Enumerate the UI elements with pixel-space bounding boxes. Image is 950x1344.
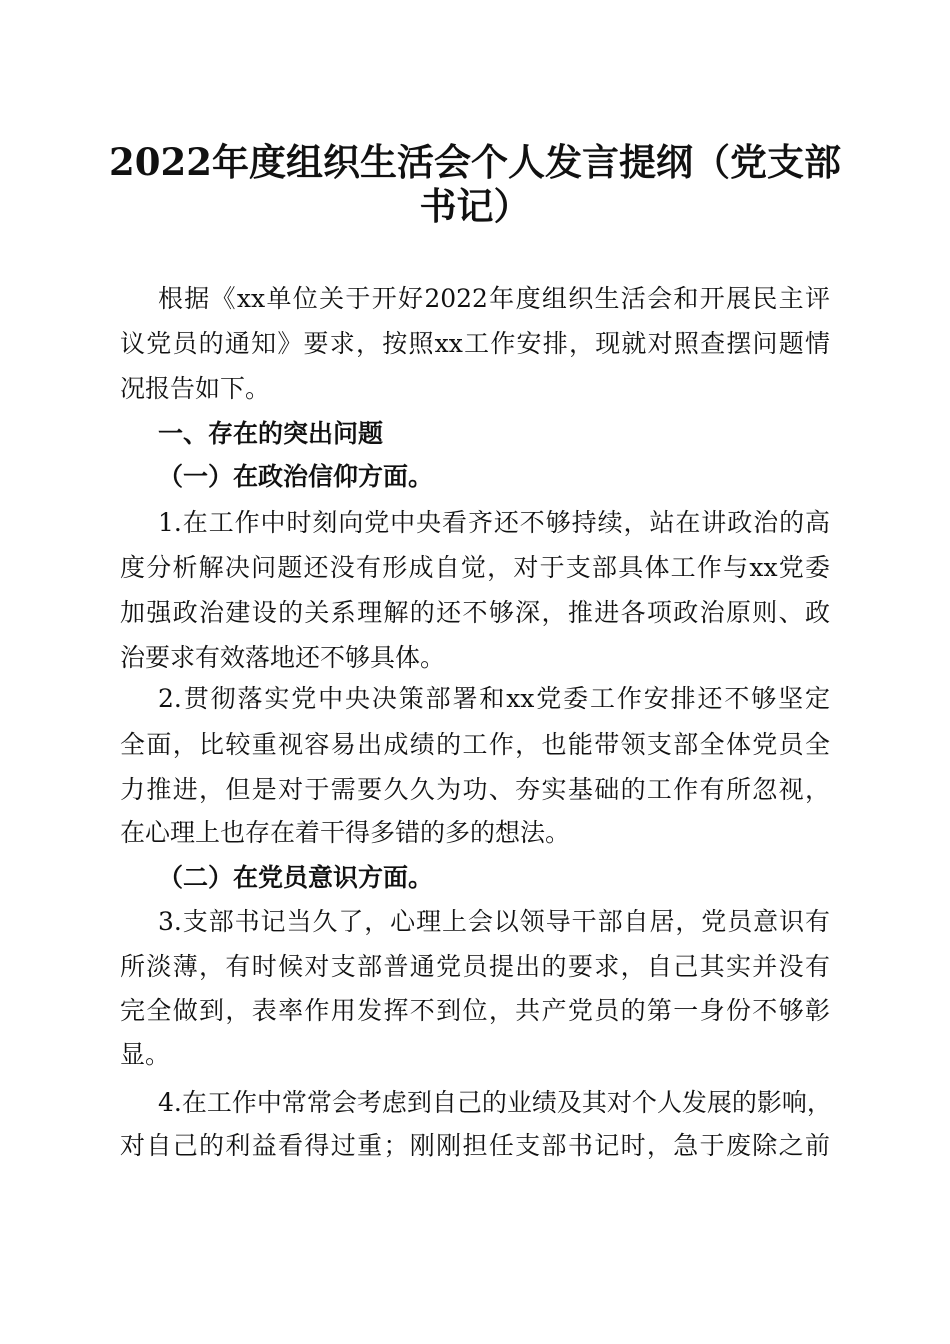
item-3-line-3: 完全做到，表率作用发挥不到位，共产党员的第一身份不够彰: [120, 996, 830, 1025]
intro-line-1: 根据《xx单位关于开好2022年度组织生活会和开展民主评: [158, 284, 830, 313]
intro-line-2: 议党员的通知》要求，按照xx工作安排，现就对照查摆问题情: [120, 329, 830, 358]
item-2-line-3: 力推进，但是对于需要久久为功、夯实基础的工作有所忽视，: [120, 775, 830, 804]
item-4-line-1: 4.在工作中常常会考虑到自己的业绩及其对个人发展的影响，: [158, 1088, 832, 1117]
item-2-line-4: 在心理上也存在着干得多错的多的想法。: [120, 818, 571, 847]
item-3-line-2: 所淡薄，有时候对支部普通党员提出的要求，自己其实并没有: [120, 952, 830, 981]
item-3-line-4: 显。: [120, 1040, 171, 1069]
document-title-line-1: 2022年度组织生活会个人发言提纲（党支部: [109, 140, 841, 184]
subsection-heading-2: （二）在党员意识方面。: [158, 863, 434, 892]
document-title-line-2: 书记）: [419, 184, 531, 228]
intro-line-3: 况报告如下。: [120, 374, 271, 403]
subsection-heading-1: （一）在政治信仰方面。: [158, 462, 434, 491]
item-4-line-2: 对自己的利益看得过重；刚刚担任支部书记时，急于废除之前: [120, 1131, 830, 1160]
item-2-line-2: 全面，比较重视容易出成绩的工作，也能带领支部全体党员全: [120, 730, 830, 759]
item-3-line-1: 3.支部书记当久了，心理上会以领导干部自居，党员意识有: [158, 907, 830, 936]
item-1-line-3: 加强政治建设的关系理解的还不够深，推进各项政治原则、政: [120, 598, 830, 627]
section-heading: 一、存在的突出问题: [158, 419, 384, 448]
item-1-line-2: 度分析解决问题还没有形成自觉，对于支部具体工作与xx党委: [120, 553, 830, 582]
item-1-line-4: 治要求有效落地还不够具体。: [120, 643, 446, 672]
item-1-line-1: 1.在工作中时刻向党中央看齐还不够持续，站在讲政治的高: [158, 508, 830, 537]
item-2-line-1: 2.贯彻落实党中央决策部署和xx党委工作安排还不够坚定: [158, 684, 830, 713]
